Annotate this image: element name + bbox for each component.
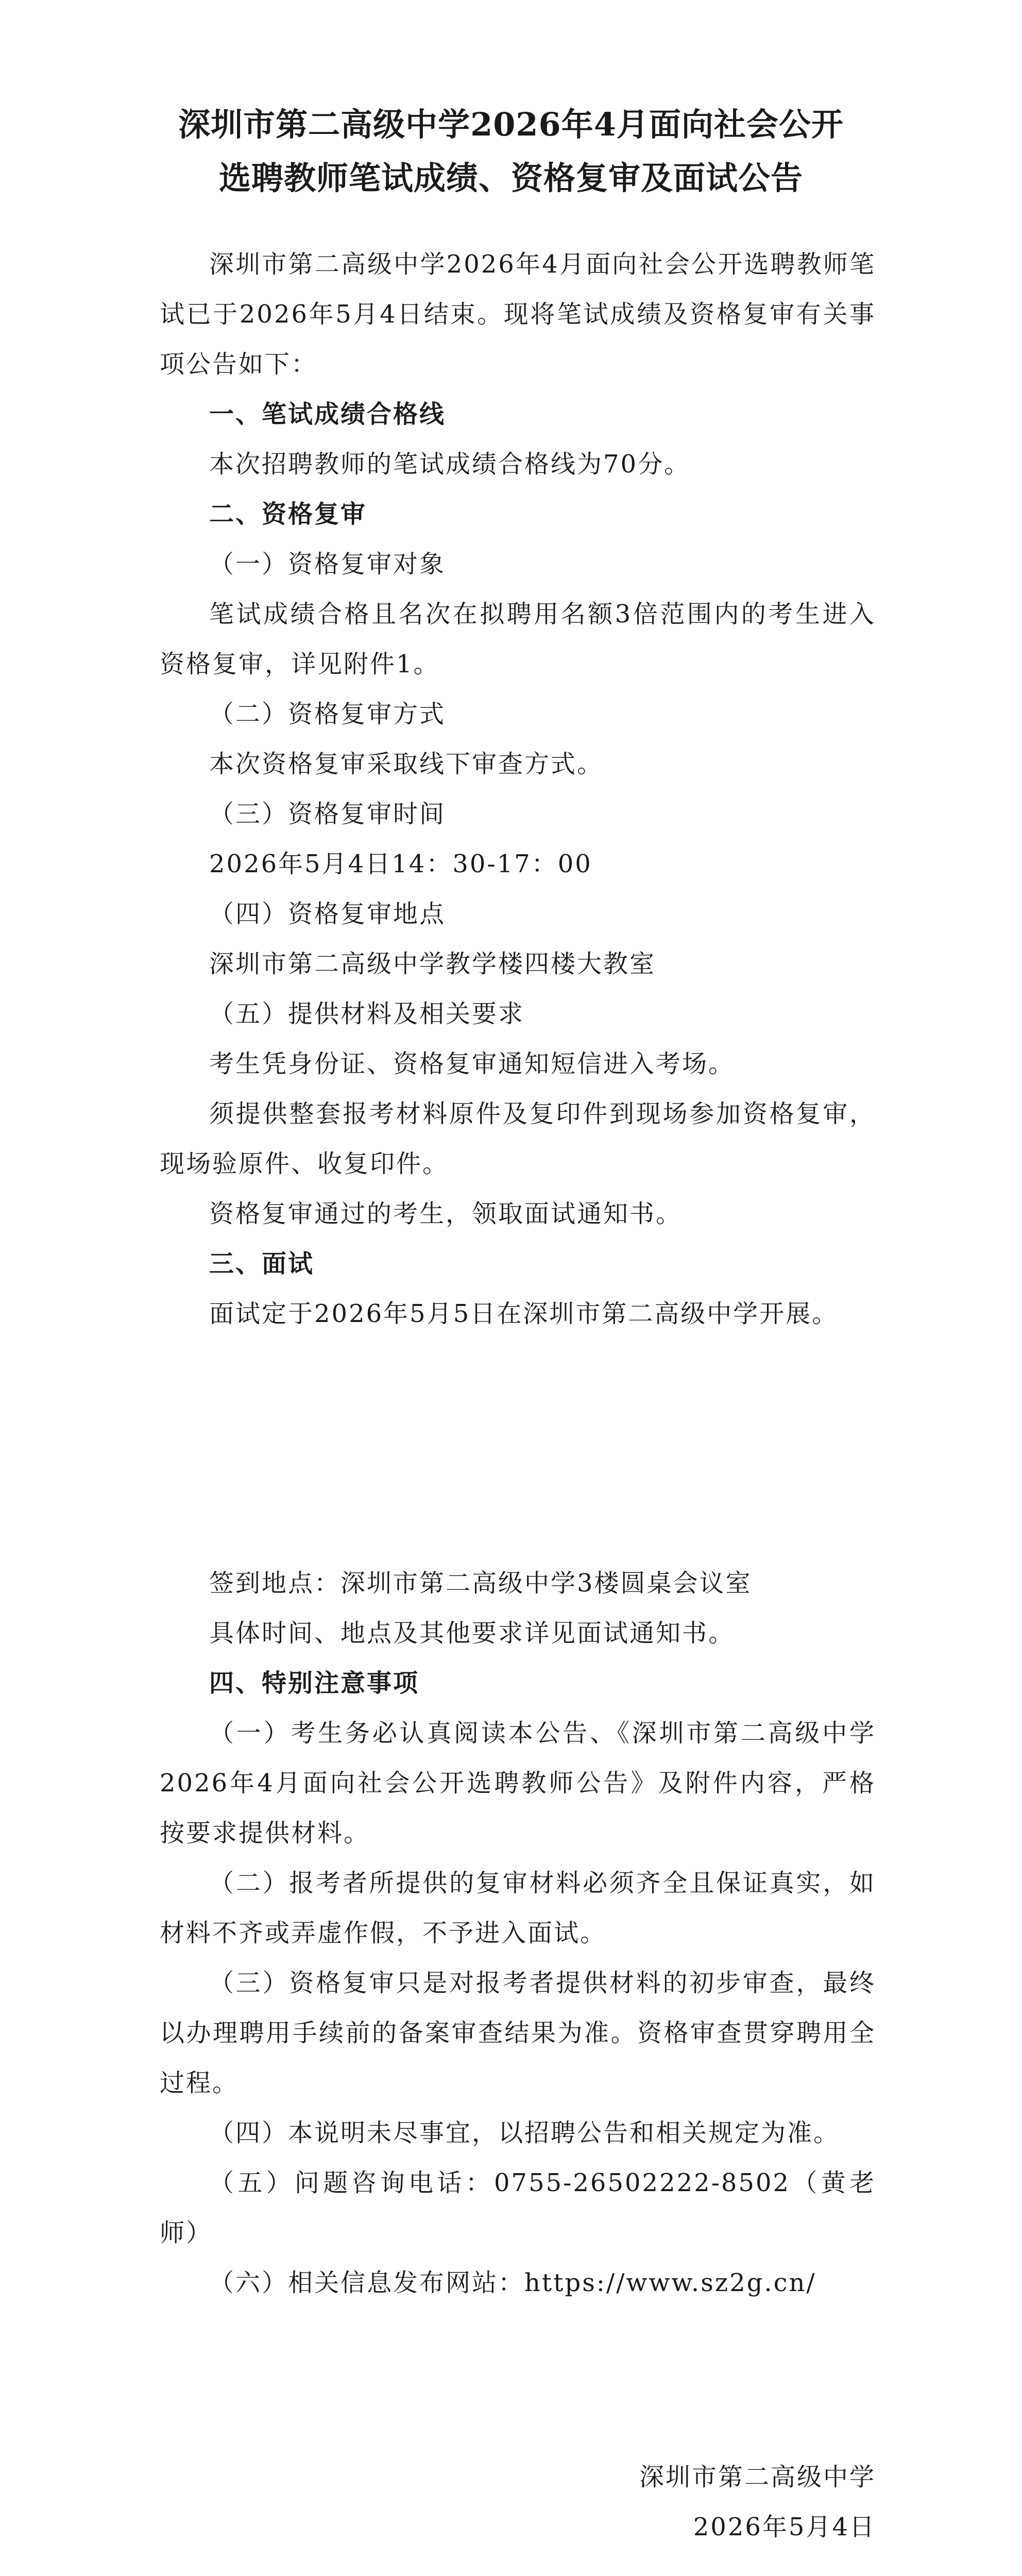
heading-written-exam-cutoff: 一、笔试成绩合格线	[209, 400, 446, 429]
note-item-1: （一）考生务必认真阅读本公告、《深圳市第二高级中学2026年4月面向社会公开选聘教师公告》及附件内容，严格按要求提供材料。	[160, 1719, 876, 1848]
note-item-2: （二）报考者所提供的复审材料必须齐全且保证真实，如材料不齐或弄虚作假，不予进入面试。	[160, 1869, 876, 1947]
note-item-4: （四）本说明未尽事宜，以招聘公告和相关规定为准。	[209, 2119, 840, 2147]
paragraph-review-target: 笔试成绩合格且名次在拟聘用名额3倍范围内的考生进入资格复审，详见附件1。	[160, 600, 876, 679]
subheading-review-method: （二）资格复审方式	[209, 700, 446, 728]
signature-date: 2026年5月4日	[693, 2513, 876, 2541]
notice-body-section-1	[160, 240, 876, 1339]
signature-org: 深圳市第二高级中学	[639, 2463, 876, 2492]
subheading-review-time: （三）资格复审时间	[209, 800, 446, 828]
paragraph-review-time: 2026年5月4日14：30-17：00	[209, 850, 592, 878]
title-line-1: 深圳市第二高级中学2026年4月面向社会公开	[178, 106, 844, 143]
note-item-3: （三）资格复审只是对报考者提供材料的初步审查，最终以办理聘用手续前的备案审查结果为准。资格审查贯穿聘用全过程。	[160, 1969, 876, 2097]
paragraph-materials-id: 考生凭身份证、资格复审通知短信进入考场。	[209, 1049, 735, 1078]
paragraph-signin-location: 签到地点：深圳市第二高级中学3楼圆桌会议室	[209, 1569, 752, 1598]
notice-title	[155, 98, 867, 205]
paragraph-materials-originals: 须提供整套报考材料原件及复印件到现场参加资格复审，现场验原件、收复印件。	[160, 1099, 876, 1178]
paragraph-interview-details: 具体时间、地点及其他要求详见面试通知书。	[209, 1619, 735, 1648]
notice-body-section-2	[160, 1558, 876, 2308]
paragraph-cutoff-score: 本次招聘教师的笔试成绩合格线为70分。	[209, 450, 691, 479]
paragraph-review-method: 本次资格复审采取线下审查方式。	[209, 750, 604, 778]
subheading-review-target: （一）资格复审对象	[209, 550, 446, 579]
paragraph-review-location: 深圳市第二高级中学教学楼四楼大教室	[209, 950, 656, 978]
note-item-5-phone: （五）问题咨询电话：0755-26502222-8502（黄老师）	[160, 2168, 876, 2247]
paragraph-interview-date: 面试定于2026年5月5日在深圳市第二高级中学开展。	[209, 1299, 839, 1328]
heading-interview: 三、面试	[209, 1249, 315, 1278]
heading-special-notes: 四、特别注意事项	[209, 1669, 420, 1698]
paragraph-interview-notice: 资格复审通过的考生，领取面试通知书。	[209, 1199, 683, 1228]
intro-paragraph: 深圳市第二高级中学2026年4月面向社会公开选聘教师笔试已于2026年5月4日结束。现将笔试成绩及资格复审有关事项公告如下：	[160, 250, 876, 379]
heading-qualification-review: 二、资格复审	[209, 500, 367, 529]
signature-block	[639, 2452, 876, 2552]
title-line-2: 选聘教师笔试成绩、资格复审及面试公告	[218, 159, 803, 197]
subheading-review-location: （四）资格复审地点	[209, 900, 446, 928]
subheading-materials: （五）提供材料及相关要求	[209, 999, 525, 1028]
note-item-6-website: （六）相关信息发布网站：https://www.sz2g.cn/	[209, 2268, 816, 2297]
